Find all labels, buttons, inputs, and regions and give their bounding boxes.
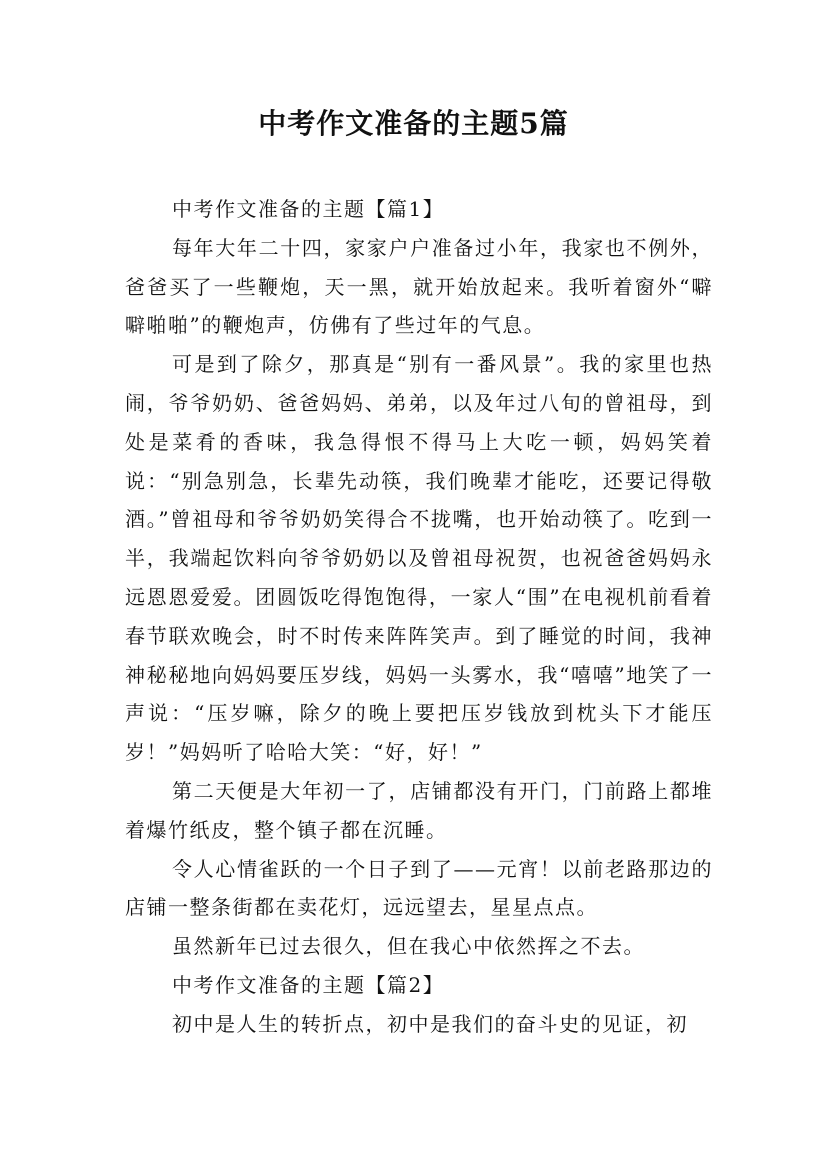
paragraph: 虽然新年已过去很久，但在我心中依然挥之不去。 xyxy=(172,934,645,959)
document-title: 中考作文准备的主题5篇 xyxy=(258,107,569,140)
paragraph: 可是到了除夕，那真是“别有一番风景”。我的家里也热闹，爷爷奶奶、爸爸妈妈、弟弟，以及年过八旬的曾祖母，到处是菜肴的香味，我急得恨不得马上大吃一顿，妈妈笑着说：“别急别急，长辈先动筷，我们晚辈才能吃，还要记得敬酒。”曾祖母和爷爷奶奶笑得合不拢嘴，也开始动筷了。吃到一半，我端起饮料向爷爷奶奶以及曾祖母祝贺，也祝爸爸妈妈永远恩恩爱爱。团圆饭吃得饱饱得，一家人“围”在电视机前看着春节联欢晚会，时不时传来阵阵笑声。到了睡觉的时间，我神神秘秘地向妈妈要压岁线，妈妈一头雾水，我“嘻嘻”地笑了一声说：“压岁嘛，除夕的晚上要把压岁钱放到枕头下才能压岁！”妈妈听了哈哈大笑：“好，好！” xyxy=(125,352,713,765)
paragraph: 每年大年二十四，家家户户准备过小年，我家也不例外，爸爸买了一些鞭炮，天一黑，就开始放起来。我听着窗外“噼噼啪啪”的鞭炮声，仿佛有了些过年的气息。 xyxy=(125,235,713,338)
section-heading-2: 中考作文准备的主题【篇2】 xyxy=(172,972,445,997)
paragraph: 初中是人生的转折点，初中是我们的奋斗史的见证，初 xyxy=(172,1011,688,1036)
document-body xyxy=(125,190,713,1044)
paragraph: 令人心情雀跃的一个日子到了——元宵！以前老路那边的店铺一整条街都在卖花灯，远远望去，星星点点。 xyxy=(125,856,713,920)
paragraph: 第二天便是大年初一了，店铺都没有开门，门前路上都堆着爆竹纸皮，整个镇子都在沉睡。 xyxy=(125,778,713,842)
section-heading-1: 中考作文准备的主题【篇1】 xyxy=(172,197,445,221)
